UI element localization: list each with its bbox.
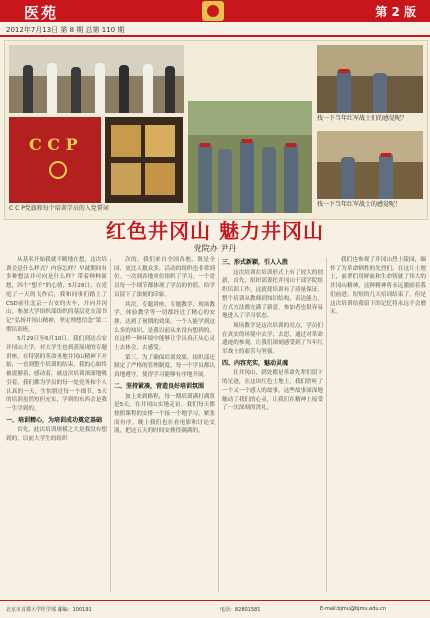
footer-address: 北京市首都大学医学部 邮编：100191 [6, 607, 92, 613]
masthead [0, 0, 430, 22]
section-heading: 二、坚持紧凑，营造良好培训氛围 [114, 382, 205, 390]
article-column-2 [114, 256, 215, 596]
section-heading: 四、内容充实，魅动灵魂 [222, 359, 289, 367]
footer-email: E-mail:bjmu@bjmu.edu.cn [320, 606, 387, 612]
column-divider [326, 258, 327, 592]
caption-bottom-right: 找一下当年红军战士的感觉呢！ [317, 201, 402, 208]
section-heading: 一、培训精心，为培训成功奠定基础 [6, 416, 103, 424]
footer-phone: 电话：82801581 [220, 607, 261, 613]
newspaper-title: 医苑 [24, 4, 59, 22]
column-divider [110, 258, 111, 592]
soldier-photo-top [317, 45, 423, 113]
red-army-group-photo [188, 101, 312, 213]
group-photo [9, 45, 184, 113]
header-rule [0, 35, 430, 37]
article-column-3 [222, 256, 323, 596]
oath-cards-photo [105, 117, 183, 203]
paragraph: 加上来到路程，每一期培训满打满算是5天，在井冈山实地走访。我们每天都按照课程的安排一个接一个地学习，紧张而有序。晚上我们也在看电影和讨论交流，把这五天的时间安排得满满的。 [114, 393, 215, 435]
dateline [0, 22, 430, 36]
party-flag-photo: C C P [9, 117, 101, 203]
page-number: 第 2 版 [375, 5, 416, 19]
issue-date: 2012年7月13日 第 8 期 总第 110 期 [6, 26, 125, 34]
paragraph: 在井冈山，到处都是革命先辈们留下的足迹，在这块红色土地上，我们聆听了一个又一个感人的故事，这些故事深深地触动了我们的心灵，让我们在精神上接受了一次深刻的洗礼。 [222, 370, 323, 412]
paragraph: 从基名开始我就不断地在想，这次培训会是什么样式？内容怎样？早就期间有多种想法并可向是什么样？带着种种新想，四个“想不”的心情，5月29日，在党庭了一天的飞作后，我和同事们踏上了CSD前往北京一吉安的火车，开向井冈山。参加大学组织部组织的基层党支部书记“弘扬井冈山精神，坚定理想信念”第二期培训班。 [6, 257, 107, 333]
paragraph: 5月29日至6月10日，我们到达吉安并冈山大学，对大学生也到获展现的专题讲座，在特别的革命圣地井冈山精神下开始，一直到整个培训的结束，我的心始终被震撼着，感动着，被这次培训深深地吸引着。我们都为学员的每一处党务和个人认真的一天，生怕错过每一个细节，5天的培训虽然短但充实，学到的东西会是我一生学到的。 [6, 336, 107, 412]
article-column-1 [6, 256, 107, 596]
caption-top-right: 找一下当年红军战士们的感觉呢？ [317, 115, 408, 122]
paragraph: 这次培训在培训形式上有了较大的创新，首先，组织部委托井冈山干部学院组织培训工作，这就使培训有了质量保证。整个培训从教师到知识结构，表达能力，方式方法都充满了新意，参加者也很容易地进入了学习状态。 [222, 269, 323, 320]
caption-party-flag: C C P党旗和每个培训学员的入党誓词 [9, 205, 109, 212]
paragraph: 次的，我们来自全国各地，既是全国，更比人数众多，活动的组织也非常到位。一次到各地单位组织了学习，一个党员每一个细节都体现了学员的价值，给学员留下了深刻的印象。 [114, 257, 215, 298]
section-heading: 三、形式新颖，引人入胜 [222, 259, 289, 266]
article-column-4 [330, 256, 426, 596]
article-byline: 党院办 尹丹 [193, 244, 237, 253]
paragraph: 首先，此次培训规模之大是我没有想到的，以前大学生的组织 [6, 427, 107, 443]
soldier-photo-bottom [317, 131, 423, 199]
article-headline: 红色井冈山 魅力井冈山 [106, 219, 324, 243]
paragraph: 第三，为了确保培训效果，组织部还制定了严格的管理制度，每一个学员都认真地遵守，使得学习能够有序地开展。 [114, 354, 215, 379]
university-emblem-icon [202, 1, 224, 21]
paragraph: 我们也参观了井冈山烈士陵园，缅怀了为革命牺牲的先烈们。在这片土地上，前辈们用鲜血和生命铸就了伟大的井冈山精神，这种精神将永远激励着我们前进。短短的几天培训结束了，但是这次培训给我留下的记忆将永远不会磨灭。 [330, 257, 426, 316]
paragraph: 其次，专题讲座，专题教学，现场教学，体验教学等一切都经过了精心的安排，达到了预期的效果。一个人能学到这么多的知识，是我以前从来没有想到的。在这样一种环境中能够让学员真正从心灵上去体会，去感受。 [114, 301, 215, 352]
column-divider [218, 258, 219, 592]
footer [0, 600, 430, 618]
paragraph: 现场教学是这次培训的亮点，学员们在真实的环境中去学，去思，通过对革命遗迹的参观，让我们深刻感受到了当年红军战士的艰苦与坚强。 [222, 322, 323, 356]
photo-collage [4, 40, 428, 220]
